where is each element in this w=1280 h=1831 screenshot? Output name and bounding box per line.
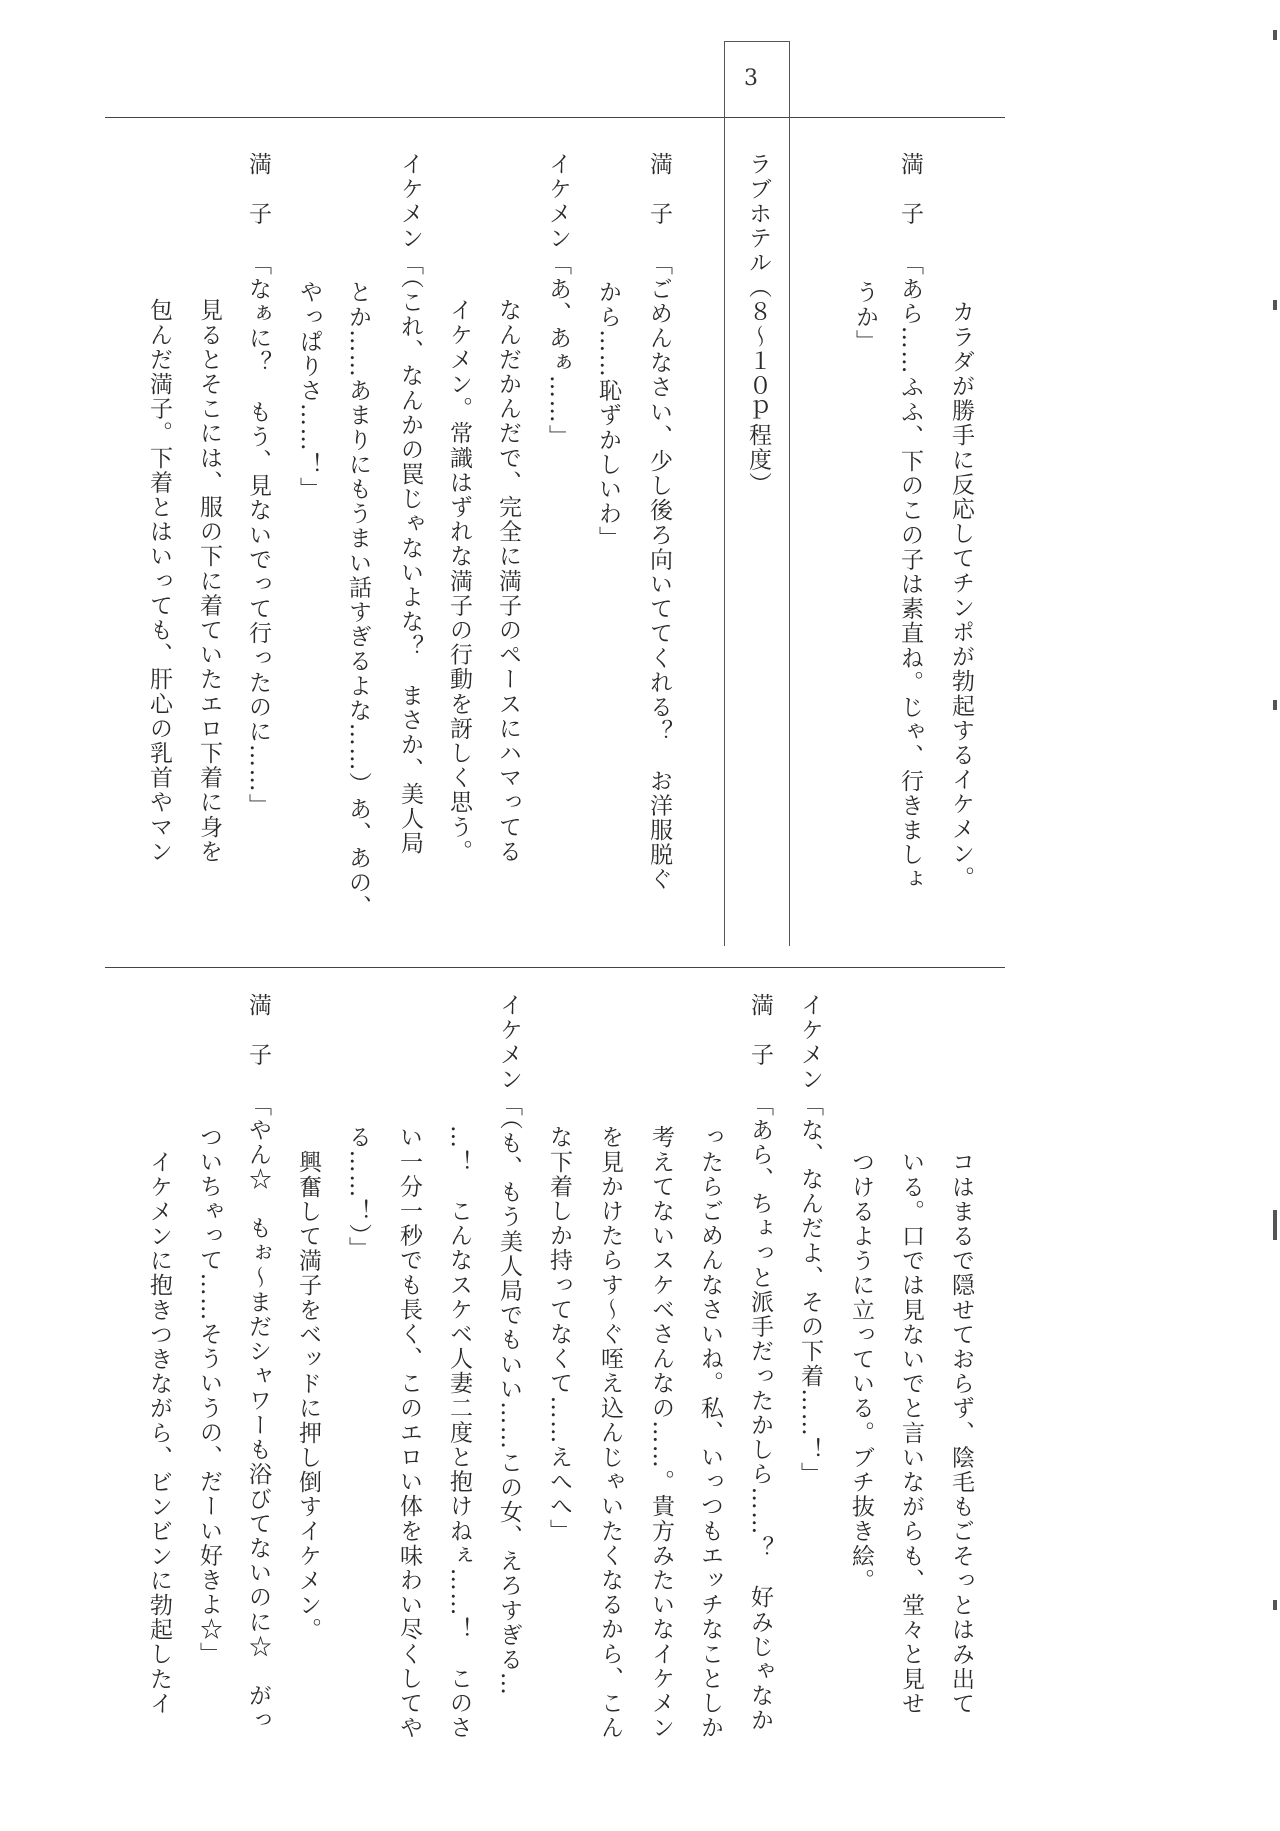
speaker-name: 満 子 bbox=[747, 993, 773, 1067]
scan-edge-mark bbox=[1273, 1600, 1277, 1610]
narration: イケメン。常識はずれな満子の行動を訝しく思う。 bbox=[446, 298, 472, 864]
scan-edge-mark bbox=[1273, 700, 1277, 710]
dialogue-continuation: から……恥ずかしいわ」 bbox=[595, 280, 621, 551]
dialogue-continuation: ついちゃって……そういうの、だーい好きよ☆」 bbox=[196, 1125, 222, 1667]
scan-edge-mark bbox=[1273, 30, 1277, 40]
dialogue-line bbox=[646, 152, 672, 892]
speaker-name: 満 子 bbox=[897, 152, 923, 226]
dialogue-line bbox=[545, 152, 571, 449]
narration: コはまるで隠せておらず、陰毛もごそっとはみ出て bbox=[948, 1150, 974, 1716]
scan-edge-mark bbox=[1273, 1210, 1277, 1240]
dialogue-text: 「あ、あぁ……」 bbox=[545, 252, 571, 449]
dialogue-line bbox=[245, 993, 271, 1733]
dialogue-text: 「な、なんだよ、その下着……！」 bbox=[797, 1093, 823, 1487]
dialogue-text: 「（これ、なんかの罠じゃないよな？ まさか、美人局 bbox=[397, 252, 423, 856]
dialogue-continuation: を見かけたらす～ぐ咥え込んじゃいたくなるから、こん bbox=[597, 1125, 623, 1740]
middle-rule bbox=[105, 967, 1005, 968]
narration: カラダが勝手に反応してチンポが勃起するイケメン。 bbox=[948, 300, 974, 891]
dialogue-continuation: る……！）」 bbox=[345, 1125, 371, 1262]
page-number: 3 bbox=[744, 66, 758, 91]
dialogue-continuation: うか」 bbox=[852, 280, 878, 354]
dialogue-text: 「ごめんなさい、少し後ろ向いててくれる？ お洋服脱ぐ bbox=[646, 252, 672, 892]
narration: 包んだ満子。下着とはいっても、肝心の乳首やマン bbox=[146, 298, 172, 864]
dialogue-line bbox=[797, 993, 823, 1487]
narration: イケメンに抱きつきながら、ビンビンに勃起したイ bbox=[146, 1150, 172, 1716]
dialogue-continuation: …！ こんなスケベ人妻二度と抱けねぇ……！ このさ bbox=[446, 1125, 472, 1740]
dialogue-text: 「なぁに？ もう、見ないでって行ったのに……」 bbox=[245, 252, 271, 818]
dialogue-line bbox=[245, 152, 271, 818]
dialogue-continuation: い一分一秒でも長く、このエロい体を味わい尽くしてや bbox=[396, 1125, 422, 1740]
dialogue-line bbox=[397, 152, 423, 856]
speaker-name: イケメン bbox=[496, 993, 522, 1092]
dialogue-continuation: やっぱりさ……！」 bbox=[296, 280, 322, 502]
top-rule bbox=[105, 117, 1005, 118]
speaker-name: 満 子 bbox=[245, 152, 271, 226]
dialogue-text: 「あら、ちょっと派手だったかしら……？ 好みじゃなか bbox=[747, 1093, 773, 1733]
dialogue-continuation: な下着しか持ってなくて……えへへ」 bbox=[546, 1125, 572, 1544]
dialogue-text: 「あら……ふふ、下のこの子は素直ね。じゃ、行きましょ bbox=[897, 252, 923, 892]
dialogue-text: 「やん☆ もぉ～まだシャワーも浴びてないのに☆ がっ bbox=[245, 1093, 271, 1733]
speaker-name: 満 子 bbox=[245, 993, 271, 1067]
scan-edge-mark bbox=[1273, 300, 1277, 310]
narration: いる。口では見ないでと言いながらも、堂々と見せ bbox=[898, 1150, 924, 1716]
dialogue-line bbox=[496, 993, 522, 1697]
narration: つけるように立っている。ブチ抜き絵。 bbox=[848, 1150, 874, 1593]
dialogue-continuation: ったらごめんなさいね。私、いっつもエッチなことしか bbox=[697, 1125, 723, 1740]
narration: なんだかんだで、完全に満子のペースにハマってる bbox=[495, 298, 521, 864]
dialogue-continuation: 考えてないスケベさんなの……。貴方みたいなイケメン bbox=[648, 1125, 674, 1740]
dialogue-text: 「（も、もう美人局でもいい……この女、えろすぎる… bbox=[496, 1093, 522, 1697]
speaker-name: イケメン bbox=[397, 152, 423, 251]
speaker-name: イケメン bbox=[797, 993, 823, 1092]
dialogue-line bbox=[897, 152, 923, 892]
scene-heading: ラブホテル（８～１０ｐ程度） bbox=[745, 152, 771, 497]
dialogue-line bbox=[747, 993, 773, 1733]
dialogue-continuation: とか……あまりにもうまい話すぎるよな……）あ、あの、 bbox=[345, 280, 371, 920]
narration: 見るとそこには、服の下に着ていたエロ下着に身を bbox=[196, 298, 222, 864]
speaker-name: 満 子 bbox=[646, 152, 672, 226]
speaker-name: イケメン bbox=[545, 152, 571, 251]
narration: 興奮して満子をベッドに押し倒すイケメン。 bbox=[295, 1150, 321, 1642]
